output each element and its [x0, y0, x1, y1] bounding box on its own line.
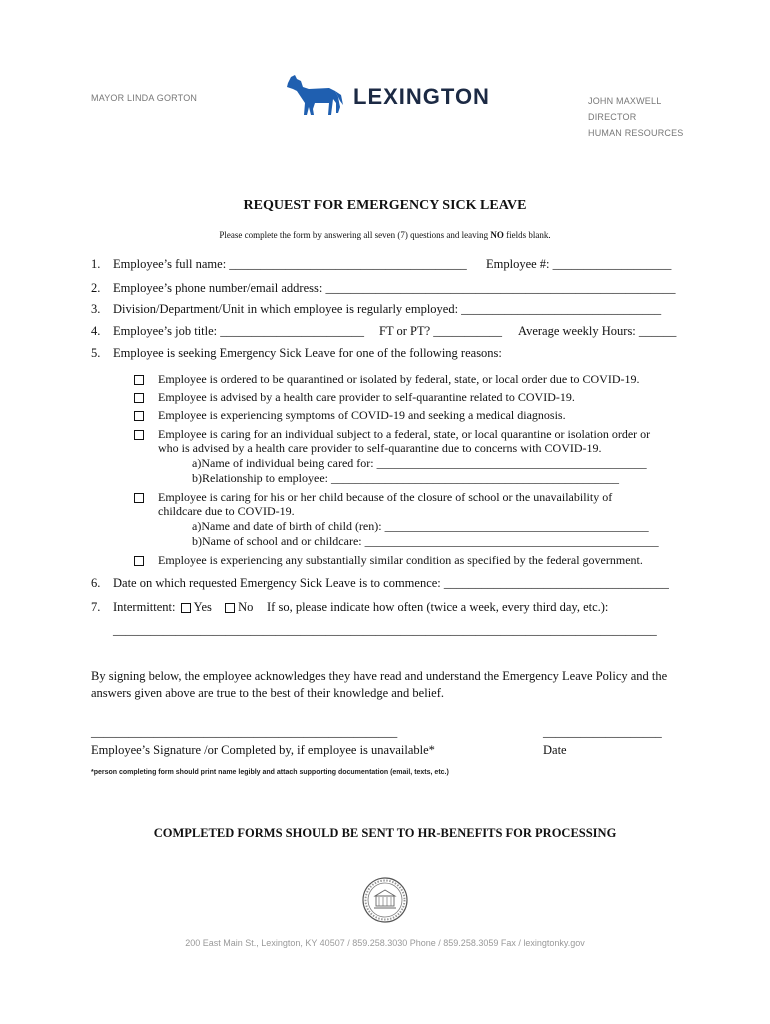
cared-individual-name-field[interactable]: a)Name of individual being cared for: _____________________________________________	[192, 456, 647, 470]
yes-label: Yes	[193, 600, 212, 614]
question-number: 7.	[91, 600, 101, 614]
signature-label: Employee’s Signature /or Completed by, if employee is unavailable*	[91, 743, 435, 757]
option-label: Employee is experiencing any substantially similar condition as specified by the federal government.	[158, 553, 643, 567]
horse-icon	[285, 73, 345, 117]
signature-field[interactable]: _________________________________________________	[91, 725, 398, 739]
form-instructions	[0, 230, 770, 240]
option-label-continued: childcare due to COVID-19.	[158, 504, 295, 518]
department-name: HUMAN RESOURCES	[588, 128, 684, 138]
option-label: Employee is experiencing symptoms of COVID-19 and seeking a medical diagnosis.	[158, 408, 566, 422]
phone-email-field[interactable]: Employee’s phone number/email address: ________________________________________________________	[113, 281, 676, 295]
instructions-text-end: fields blank.	[503, 230, 551, 240]
director-block	[588, 93, 684, 141]
acknowledgement-text: By signing below, the employee acknowledges they have read and understand the Emergency Leave Policy and the answers given above are true to the best of their knowledge and belief.	[91, 669, 668, 700]
relationship-field[interactable]: b)Relationship to employee: ________________________________________________	[192, 471, 619, 485]
instructions-emphasis: NO	[490, 230, 504, 240]
checkbox[interactable]	[134, 375, 144, 385]
weekly-hours-field[interactable]: Average weekly Hours: ______	[518, 324, 677, 338]
footer-address: 200 East Main St., Lexington, KY 40507 / 859.258.3030 Phone / 859.258.3059 Fax / lexingtonky.gov	[185, 938, 585, 948]
city-logo	[285, 73, 490, 117]
checkbox-yes[interactable]	[181, 603, 191, 613]
logo-wordmark: LEXINGTON	[353, 84, 490, 109]
question-number: 3.	[91, 302, 101, 316]
checkbox[interactable]	[134, 393, 144, 403]
city-seal	[361, 876, 409, 929]
child-name-dob-field[interactable]: a)Name and date of birth of child (ren): ____________________________________________	[192, 519, 649, 533]
mayor-name: MAYOR LINDA GORTON	[91, 93, 198, 103]
form-title: REQUEST FOR EMERGENCY SICK LEAVE	[243, 198, 527, 213]
instructions-text: Please complete the form by answering all seven (7) questions and leaving	[219, 230, 491, 240]
job-title-field[interactable]: Employee’s job title: _______________________	[113, 324, 365, 338]
question-number: 6.	[91, 576, 101, 590]
submission-note: COMPLETED FORMS SHOULD BE SENT TO HR-BENEFITS FOR PROCESSING	[153, 826, 617, 840]
school-childcare-field[interactable]: b)Name of school and or childcare: _________________________________________________	[192, 534, 659, 548]
option-label: Employee is advised by a health care provider to self-quarantine related to COVID-19.	[158, 390, 575, 404]
frequency-field[interactable]: _______________________________________________________________________________________	[113, 623, 657, 637]
checkbox[interactable]	[134, 493, 144, 503]
intermittent-no-option	[225, 600, 253, 615]
question-number: 1.	[91, 257, 101, 271]
director-title: DIRECTOR	[588, 112, 637, 122]
checkbox[interactable]	[134, 556, 144, 566]
date-label: Date	[543, 743, 567, 757]
option-label: Employee is ordered to be quarantined or isolated by federal, state, or local order due to COVID-19.	[158, 372, 640, 386]
date-field[interactable]: ___________________	[543, 725, 662, 739]
ft-pt-field[interactable]: FT or PT? ___________	[379, 324, 503, 338]
question-number: 4.	[91, 324, 101, 338]
question-text: Employee is seeking Emergency Sick Leave for one of the following reasons:	[113, 346, 502, 360]
no-label: No	[238, 600, 254, 614]
commence-date-field[interactable]: Date on which requested Emergency Sick Leave is to commence: ____________________________________	[113, 576, 669, 590]
option-label-continued: who is advised by a health care provider to self-quarantine due to concerns with COVID-19.	[158, 441, 602, 455]
city-seal-icon	[361, 876, 409, 924]
director-name: JOHN MAXWELL	[588, 96, 662, 106]
question-number: 5.	[91, 346, 101, 360]
checkbox[interactable]	[134, 411, 144, 421]
employee-name-field[interactable]: Employee’s full name: ______________________________________	[113, 257, 467, 271]
checkbox-no[interactable]	[225, 603, 235, 613]
option-label: Employee is caring for an individual subject to a federal, state, or local quarantine or isolation order or	[158, 427, 651, 441]
question-number: 2.	[91, 281, 101, 295]
signature-footnote: *person completing form should print name legibly and attach supporting documentation (email, texts, etc.)	[91, 769, 449, 776]
intermittent-yes-option	[181, 600, 212, 615]
checkbox[interactable]	[134, 430, 144, 440]
employee-number-field[interactable]: Employee #: ___________________	[486, 257, 672, 271]
frequency-question: If so, please indicate how often (twice a week, every third day, etc.):	[267, 600, 609, 614]
intermittent-label: Intermittent:	[113, 600, 176, 614]
division-field[interactable]: Division/Department/Unit in which employee is regularly employed: ________________________________	[113, 302, 662, 316]
option-label: Employee is caring for his or her child because of the closure of school or the unavailability of	[158, 490, 613, 504]
